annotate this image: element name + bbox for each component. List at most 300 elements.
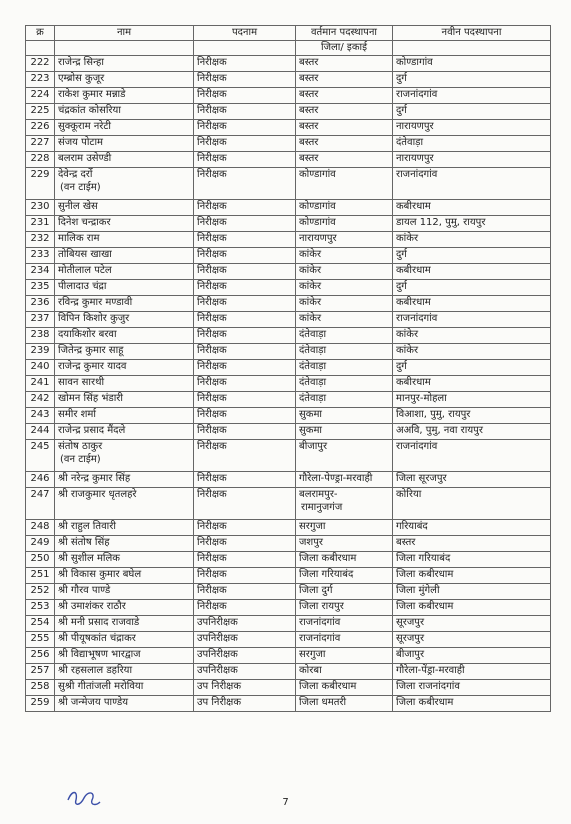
- cell-new-posting-text: दुर्ग: [396, 105, 407, 116]
- cell-serial-no: [26, 408, 55, 424]
- cell-new-posting-text: कोरिया: [396, 489, 422, 500]
- cell-new-posting-text: सूरजपुर: [396, 617, 425, 628]
- table-row: [26, 136, 551, 152]
- posting-table-sheet: [25, 25, 550, 712]
- cell-designation: [194, 280, 296, 296]
- cell-designation: [194, 328, 296, 344]
- cell-serial-no: [26, 392, 55, 408]
- cell-name-text: राजेन्द्र सिन्हा: [58, 57, 104, 68]
- cell-new-posting: [393, 584, 551, 600]
- cell-name: [55, 168, 194, 200]
- cell-new-posting-text: मानपुर-मोहला: [396, 393, 447, 404]
- cell-name: [55, 56, 194, 72]
- cell-serial-no-text: 245: [30, 441, 50, 452]
- cell-name-text: सुनील खेस: [58, 201, 98, 212]
- cell-designation: [194, 120, 296, 136]
- cell-serial-no-text: 229: [30, 169, 50, 180]
- cell-current-posting: [296, 280, 393, 296]
- cell-current-posting: [296, 648, 393, 664]
- cell-designation-text: निरीक्षक: [197, 153, 227, 164]
- cell-name-text: पीलादाउ चंद्रा: [58, 281, 107, 292]
- cell-current-posting-text: जिला कबीरधाम: [299, 681, 357, 692]
- cell-new-posting-text: कबीरधाम: [396, 201, 431, 212]
- cell-current-posting-text: कांकेर: [299, 297, 322, 308]
- cell-designation-text: उपनिरीक्षक: [197, 617, 238, 628]
- cell-name: [55, 104, 194, 120]
- cell-designation-text: उप निरीक्षक: [197, 681, 242, 692]
- cell-current-posting-text: जिला दुर्ग: [299, 585, 333, 596]
- cell-new-posting: [393, 264, 551, 280]
- cell-serial-no: [26, 296, 55, 312]
- cell-designation: [194, 152, 296, 168]
- cell-designation: [194, 232, 296, 248]
- cell-new-posting-text: दंतेवाड़ा: [396, 137, 424, 148]
- cell-new-posting: [393, 616, 551, 632]
- cell-serial-no-text: 239: [30, 345, 50, 356]
- cell-serial-no-text: 234: [30, 265, 50, 276]
- cell-current-posting-text: बीजापुर: [299, 441, 328, 452]
- cell-name: [55, 664, 194, 680]
- table-row: [26, 664, 551, 680]
- cell-name: [55, 584, 194, 600]
- cell-name-text: दयाकिशोर बरवा: [58, 329, 117, 340]
- cell-new-posting-text: जिला कबीरधाम: [396, 697, 454, 708]
- cell-current-posting: [296, 232, 393, 248]
- cell-new-posting-text: जिला मुंगेली: [396, 585, 440, 596]
- cell-name: [55, 312, 194, 328]
- cell-serial-no: [26, 488, 55, 520]
- cell-new-posting: [393, 696, 551, 712]
- cell-name-text: श्री संतोष सिंह: [58, 537, 110, 548]
- cell-new-posting: [393, 216, 551, 232]
- cell-designation-text: निरीक्षक: [197, 361, 227, 372]
- cell-current-posting: [296, 584, 393, 600]
- cell-new-posting-text: जिला गरियाबंद: [396, 553, 451, 564]
- cell-serial-no: [26, 168, 55, 200]
- cell-current-posting: [296, 152, 393, 168]
- table-row: [26, 56, 551, 72]
- cell-serial-no: [26, 104, 55, 120]
- cell-name: [55, 72, 194, 88]
- cell-name: [55, 264, 194, 280]
- table-row: [26, 376, 551, 392]
- cell-serial-no-text: 247: [30, 489, 50, 500]
- cell-current-posting-text: जिला धमतरी: [299, 697, 347, 708]
- cell-current-posting: [296, 424, 393, 440]
- cell-new-posting: [393, 104, 551, 120]
- cell-new-posting-text: बस्तर: [396, 537, 416, 548]
- cell-name-text: राजेन्द्र कुमार यादव: [58, 361, 127, 372]
- cell-name: [55, 648, 194, 664]
- cell-designation-text: उपनिरीक्षक: [197, 633, 238, 644]
- cell-current-posting: [296, 296, 393, 312]
- cell-name-text: समीर शर्मा: [58, 409, 96, 420]
- cell-serial-no-text: 232: [30, 233, 50, 244]
- cell-serial-no-text: 249: [30, 537, 50, 548]
- cell-serial-no: [26, 664, 55, 680]
- cell-name: [55, 600, 194, 616]
- cell-name-line2: (वन टाईम): [60, 182, 101, 193]
- cell-designation-text: निरीक्षक: [197, 329, 227, 340]
- header-current-line2: जिला/ इकाई: [296, 41, 393, 56]
- cell-serial-no: [26, 584, 55, 600]
- cell-serial-no-text: 237: [30, 313, 50, 324]
- cell-name: [55, 360, 194, 376]
- cell-designation-text: निरीक्षक: [197, 201, 227, 212]
- cell-new-posting: [393, 520, 551, 536]
- cell-current-posting-text: कोण्डागांव: [299, 169, 336, 180]
- cell-serial-no-text: 228: [30, 153, 50, 164]
- table-row: [26, 152, 551, 168]
- cell-serial-no: [26, 536, 55, 552]
- cell-current-posting: [296, 168, 393, 200]
- table-row: [26, 104, 551, 120]
- cell-designation: [194, 616, 296, 632]
- table-row: [26, 328, 551, 344]
- cell-current-posting-text: गौरेला-पेण्ड्रा-मरवाही: [299, 473, 373, 484]
- cell-current-posting-text: बस्तर: [299, 137, 319, 148]
- cell-current-posting: [296, 376, 393, 392]
- cell-name-text: सुक्कूराम नरेटी: [58, 121, 111, 132]
- cell-current-posting: [296, 328, 393, 344]
- header-designation-cont: [194, 41, 296, 56]
- cell-new-posting: [393, 248, 551, 264]
- cell-serial-no: [26, 424, 55, 440]
- cell-designation: [194, 392, 296, 408]
- cell-current-posting-text: कांकेर: [299, 249, 322, 260]
- cell-designation: [194, 552, 296, 568]
- cell-designation-text: निरीक्षक: [197, 249, 227, 260]
- cell-new-posting-text: बीजापुर: [396, 649, 425, 660]
- header-new-cont: [393, 41, 551, 56]
- header-current-line1: वर्तमान पदस्थापना: [310, 27, 378, 38]
- header-new-posting: नवीन पदस्थापना: [393, 26, 551, 41]
- cell-name: [55, 248, 194, 264]
- cell-current-posting: [296, 264, 393, 280]
- table-row: [26, 424, 551, 440]
- cell-designation-text: निरीक्षक: [197, 393, 227, 404]
- table-row: [26, 584, 551, 600]
- cell-name-text: खोमन सिंह भंडारी: [58, 393, 123, 404]
- cell-designation: [194, 296, 296, 312]
- cell-name-text: श्री मनी प्रसाद राजवाडे: [58, 617, 140, 628]
- cell-new-posting: [393, 120, 551, 136]
- cell-serial-no-text: 242: [30, 393, 50, 404]
- cell-current-posting-text: बस्तर: [299, 153, 319, 164]
- cell-name: [55, 296, 194, 312]
- cell-designation: [194, 424, 296, 440]
- cell-name-text: श्री गौरव पाण्डे: [58, 585, 111, 596]
- cell-designation: [194, 568, 296, 584]
- cell-serial-no: [26, 648, 55, 664]
- table-row: [26, 312, 551, 328]
- cell-serial-no: [26, 696, 55, 712]
- cell-current-posting-text: राजनांदगांव: [299, 633, 341, 644]
- cell-serial-no: [26, 72, 55, 88]
- cell-serial-no: [26, 360, 55, 376]
- cell-current-posting-text: बस्तर: [299, 57, 319, 68]
- cell-new-posting: [393, 392, 551, 408]
- cell-serial-no: [26, 216, 55, 232]
- cell-name-text: सुश्री गीतांजली मरोविया: [58, 681, 144, 692]
- cell-new-posting: [393, 408, 551, 424]
- cell-designation: [194, 216, 296, 232]
- header-no-cont: [26, 41, 55, 56]
- cell-current-posting: [296, 440, 393, 472]
- cell-new-posting-text: राजनांदगांव: [396, 169, 438, 180]
- cell-current-posting: [296, 408, 393, 424]
- cell-name: [55, 536, 194, 552]
- cell-current-posting: [296, 56, 393, 72]
- cell-name-text: श्री राहुल तिवारी: [58, 521, 116, 532]
- cell-new-posting-text: कबीरधाम: [396, 265, 431, 276]
- cell-name: [55, 120, 194, 136]
- cell-new-posting: [393, 136, 551, 152]
- header-designation: पदनाम: [194, 26, 296, 41]
- cell-designation-text: निरीक्षक: [197, 57, 227, 68]
- cell-current-posting: [296, 120, 393, 136]
- table-row: [26, 296, 551, 312]
- cell-new-posting: [393, 200, 551, 216]
- cell-current-posting: [296, 248, 393, 264]
- cell-new-posting: [393, 168, 551, 200]
- table-row: [26, 392, 551, 408]
- cell-serial-no: [26, 600, 55, 616]
- cell-serial-no-text: 255: [30, 633, 50, 644]
- cell-designation: [194, 248, 296, 264]
- cell-new-posting-text: कांकेर: [396, 233, 419, 244]
- cell-current-posting-text: कांकेर: [299, 281, 322, 292]
- cell-new-posting-text: विआशा, पुमु, रायपुर: [396, 409, 471, 420]
- cell-new-posting: [393, 536, 551, 552]
- cell-current-posting-text: जशपुर: [299, 537, 323, 548]
- cell-name: [55, 328, 194, 344]
- cell-serial-no-text: 224: [30, 89, 50, 100]
- table-row: [26, 536, 551, 552]
- cell-current-posting: [296, 216, 393, 232]
- cell-name: [55, 520, 194, 536]
- cell-serial-no: [26, 264, 55, 280]
- cell-serial-no-text: 235: [30, 281, 50, 292]
- cell-designation-text: निरीक्षक: [197, 313, 227, 324]
- cell-current-posting-text: दंतेवाड़ा: [299, 361, 327, 372]
- cell-name: [55, 280, 194, 296]
- cell-new-posting: [393, 72, 551, 88]
- cell-new-posting-text: जिला कबीरधाम: [396, 601, 454, 612]
- cell-new-posting-text: राजनांदगांव: [396, 89, 438, 100]
- cell-designation: [194, 136, 296, 152]
- cell-current-posting: [296, 536, 393, 552]
- cell-designation: [194, 520, 296, 536]
- cell-name-text: श्री सुशील मलिक: [58, 553, 120, 564]
- cell-name-text: श्री पीयूषकांत चंद्राकर: [58, 633, 136, 644]
- cell-designation-text: निरीक्षक: [197, 137, 227, 148]
- cell-current-posting: [296, 136, 393, 152]
- cell-current-posting-text: सरगुजा: [299, 649, 326, 660]
- cell-designation: [194, 440, 296, 472]
- cell-name-text: मालिक राम: [58, 233, 100, 244]
- cell-current-posting-text: कांकेर: [299, 313, 322, 324]
- cell-designation: [194, 632, 296, 648]
- cell-serial-no-text: 246: [30, 473, 50, 484]
- table-row: [26, 232, 551, 248]
- cell-new-posting-text: दुर्ग: [396, 249, 407, 260]
- cell-current-posting-text: दंतेवाड़ा: [299, 377, 327, 388]
- cell-current-posting-text: कोरबा: [299, 665, 322, 676]
- cell-name-text: सावन सारथी: [58, 377, 105, 388]
- cell-designation: [194, 408, 296, 424]
- cell-name: [55, 632, 194, 648]
- cell-serial-no-text: 253: [30, 601, 50, 612]
- table-row: [26, 696, 551, 712]
- cell-new-posting: [393, 680, 551, 696]
- table-row: [26, 568, 551, 584]
- cell-current-posting: [296, 72, 393, 88]
- cell-serial-no-text: 251: [30, 569, 50, 580]
- cell-designation-text: उपनिरीक्षक: [197, 649, 238, 660]
- cell-name-text: श्री विकास कुमार बघेल: [58, 569, 142, 580]
- cell-serial-no-text: 258: [30, 681, 50, 692]
- cell-current-posting: [296, 472, 393, 488]
- cell-current-posting-text: दंतेवाड़ा: [299, 393, 327, 404]
- cell-serial-no-text: 259: [30, 697, 50, 708]
- cell-designation-text: निरीक्षक: [197, 345, 227, 356]
- table-row: [26, 216, 551, 232]
- cell-designation: [194, 664, 296, 680]
- cell-designation: [194, 376, 296, 392]
- cell-name-text: श्री उमाशंकर राठौर: [58, 601, 126, 612]
- cell-new-posting: [393, 664, 551, 680]
- cell-serial-no: [26, 280, 55, 296]
- cell-name-text: चंद्रकांत कोसरिया: [58, 105, 121, 116]
- table-row: [26, 264, 551, 280]
- cell-serial-no-text: 236: [30, 297, 50, 308]
- cell-current-posting-text: जिला गरियाबंद: [299, 569, 354, 580]
- cell-designation-text: निरीक्षक: [197, 441, 227, 452]
- cell-name-text: विपिन किशोर कुजुर: [58, 313, 130, 324]
- cell-new-posting-text: कबीरधाम: [396, 297, 431, 308]
- table-row: [26, 72, 551, 88]
- cell-serial-no-text: 225: [30, 105, 50, 116]
- cell-new-posting: [393, 488, 551, 520]
- cell-serial-no-text: 223: [30, 73, 50, 84]
- cell-serial-no-text: 257: [30, 665, 50, 676]
- cell-new-posting: [393, 296, 551, 312]
- cell-designation-text: उपनिरीक्षक: [197, 665, 238, 676]
- cell-serial-no-text: 226: [30, 121, 50, 132]
- cell-current-posting-text: बस्तर: [299, 105, 319, 116]
- cell-name-text: दिनेश चन्द्राकर: [58, 217, 111, 228]
- cell-new-posting: [393, 232, 551, 248]
- cell-serial-no-text: 230: [30, 201, 50, 212]
- table-row: [26, 408, 551, 424]
- cell-designation-text: निरीक्षक: [197, 105, 227, 116]
- cell-serial-no-text: 248: [30, 521, 50, 532]
- header-current-posting: [296, 26, 393, 41]
- cell-serial-no-text: 250: [30, 553, 50, 564]
- cell-name: [55, 392, 194, 408]
- cell-new-posting: [393, 152, 551, 168]
- cell-serial-no: [26, 680, 55, 696]
- cell-designation-text: निरीक्षक: [197, 553, 227, 564]
- cell-current-posting: [296, 312, 393, 328]
- cell-current-posting-text: दंतेवाड़ा: [299, 345, 327, 356]
- cell-new-posting-text: कोण्डागांव: [396, 57, 433, 68]
- cell-name-text: जितेन्द्र कुमार साहू: [58, 345, 124, 356]
- cell-new-posting: [393, 344, 551, 360]
- cell-serial-no: [26, 376, 55, 392]
- cell-serial-no-text: 244: [30, 425, 50, 436]
- cell-serial-no: [26, 152, 55, 168]
- cell-designation-text: निरीक्षक: [197, 297, 227, 308]
- table-row: [26, 168, 551, 200]
- cell-name-text: एम्ब्रोस कुजूर: [58, 73, 105, 84]
- cell-serial-no-text: 241: [30, 377, 50, 388]
- cell-serial-no: [26, 248, 55, 264]
- cell-designation-text: निरीक्षक: [197, 89, 227, 100]
- cell-current-posting: [296, 632, 393, 648]
- cell-serial-no: [26, 440, 55, 472]
- cell-serial-no: [26, 520, 55, 536]
- cell-current-posting-text: जिला कबीरधाम: [299, 553, 357, 564]
- cell-serial-no-text: 252: [30, 585, 50, 596]
- table-row: [26, 360, 551, 376]
- table-row: [26, 88, 551, 104]
- cell-name-text: मोतीलाल पटेल: [58, 265, 112, 276]
- cell-serial-no: [26, 200, 55, 216]
- cell-current-posting-text: बस्तर: [299, 89, 319, 100]
- cell-current-posting-text: कोण्डागांव: [299, 217, 336, 228]
- cell-designation: [194, 584, 296, 600]
- cell-new-posting-text: कबीरधाम: [396, 377, 431, 388]
- cell-serial-no-text: 233: [30, 249, 50, 260]
- cell-designation: [194, 200, 296, 216]
- cell-serial-no: [26, 472, 55, 488]
- cell-designation-text: निरीक्षक: [197, 601, 227, 612]
- cell-designation: [194, 88, 296, 104]
- cell-designation: [194, 56, 296, 72]
- cell-name: [55, 216, 194, 232]
- cell-name: [55, 136, 194, 152]
- posting-table: [25, 25, 551, 712]
- cell-new-posting-text: दुर्ग: [396, 281, 407, 292]
- cell-designation: [194, 344, 296, 360]
- cell-name-line2: (वन टाईम): [60, 454, 101, 465]
- cell-name-text: श्री जन्मेजय पाण्डेय: [58, 697, 128, 708]
- cell-designation-text: निरीक्षक: [197, 233, 227, 244]
- cell-new-posting: [393, 568, 551, 584]
- cell-serial-no: [26, 88, 55, 104]
- cell-new-posting-text: डायल 112, पुमु, रायपुर: [396, 217, 486, 228]
- table-row: [26, 120, 551, 136]
- cell-designation: [194, 168, 296, 200]
- cell-current-posting-text: कोण्डागांव: [299, 201, 336, 212]
- cell-serial-no: [26, 616, 55, 632]
- table-row: [26, 632, 551, 648]
- cell-name: [55, 568, 194, 584]
- cell-designation: [194, 312, 296, 328]
- cell-designation-text: निरीक्षक: [197, 169, 227, 180]
- cell-new-posting: [393, 472, 551, 488]
- page-number: 7: [282, 797, 289, 808]
- cell-name-text: राकेश कुमार मन्नाडे: [58, 89, 126, 100]
- cell-designation-text: निरीक्षक: [197, 121, 227, 132]
- cell-current-posting-text: जिला रायपुर: [299, 601, 344, 612]
- cell-serial-no-text: 238: [30, 329, 50, 340]
- cell-name: [55, 680, 194, 696]
- cell-current-posting: [296, 200, 393, 216]
- cell-name-text: संजय पोटाम: [58, 137, 104, 148]
